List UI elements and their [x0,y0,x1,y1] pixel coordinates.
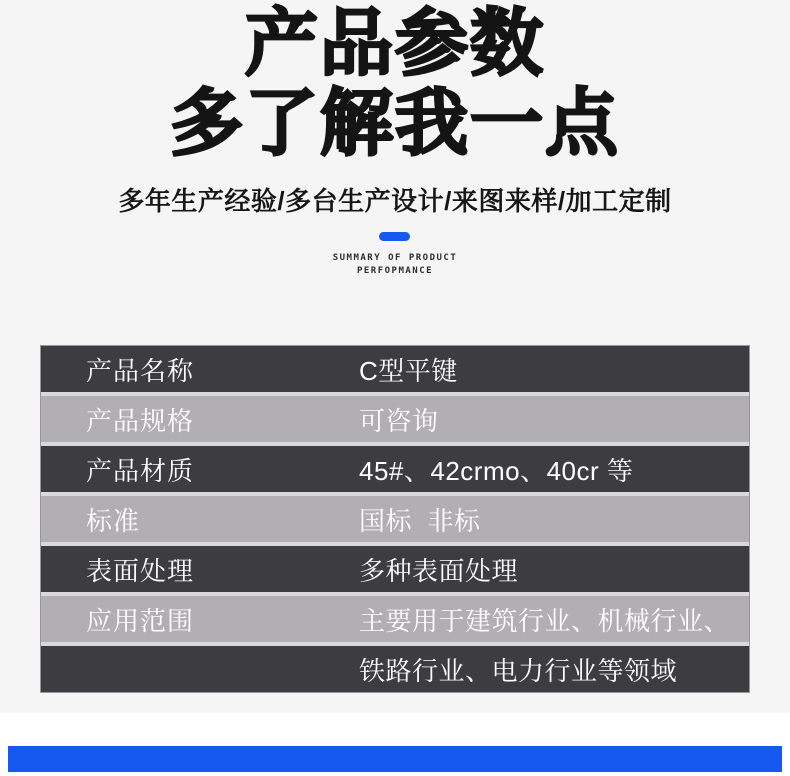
spec-value: 可咨询 [359,405,439,436]
spec-value: C型平键 [359,355,458,386]
spec-label: 产品名称 [86,355,195,386]
page-title-line-2: 多了解我一点 [170,83,620,164]
spec-value: 多种表面处理 [359,555,519,586]
divider-dash [379,232,410,241]
spec-value: 45#、42crmo、40cr 等 [359,455,634,486]
spec-label: 产品规格 [86,405,195,436]
spec-value: 主要用于建筑行业、机械行业、 [359,605,731,636]
spec-label: 应用范围 [86,605,195,636]
english-tagline-line-2: PERFOPMANCE [356,266,434,276]
spec-value: 国标 非标 [359,505,481,536]
page-title-line-1: 产品参数 [245,3,545,84]
spec-label: 产品材质 [86,455,195,486]
footer-accent-bar [8,746,782,772]
selling-points-subtitle: 多年生产经验/多台生产设计/来图来样/加工定制 [118,186,672,216]
spec-table [40,345,750,693]
spec-label: 标准 [86,505,141,536]
spec-value: 铁路行业、电力行业等领域 [359,655,678,686]
table-row [41,546,749,592]
spec-label: 表面处理 [86,555,195,586]
table-row [41,346,749,392]
table-row [41,496,749,542]
table-row [41,596,749,642]
table-row [41,446,749,492]
english-tagline-line-1: SUMMARY OF PRODUCT [332,253,458,263]
table-row [41,646,749,692]
table-row [41,396,749,442]
english-tagline [0,252,790,278]
